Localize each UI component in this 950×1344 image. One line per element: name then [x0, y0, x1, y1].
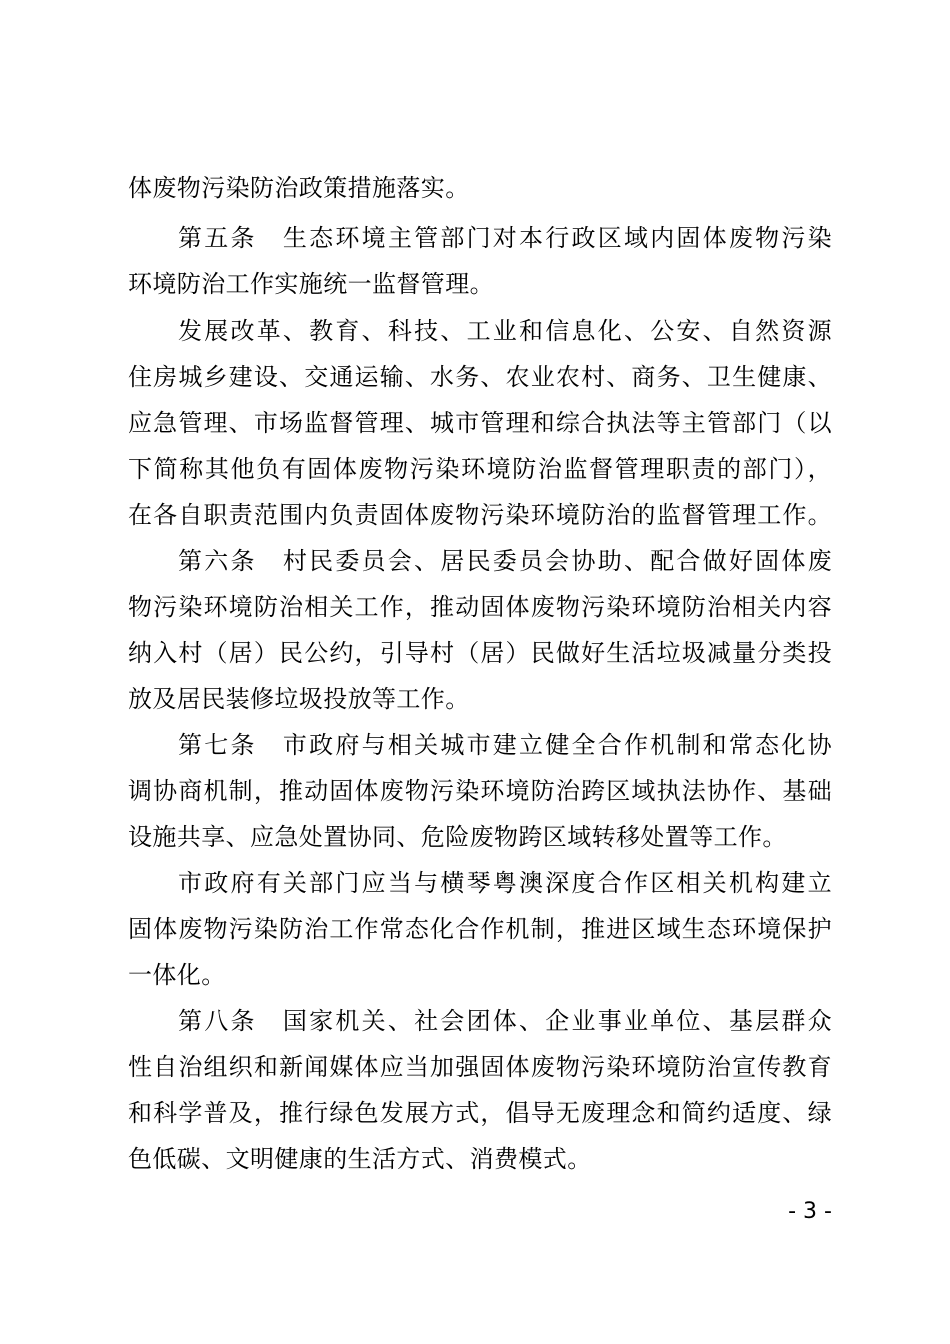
text-line: 调协商机制，推动固体废物污染环境防治跨区域执法协作、基础 — [128, 777, 832, 805]
text-line: 在各自职责范围内负责固体废物污染环境防治的监督管理工作。 — [128, 501, 832, 529]
text-line: 下简称其他负有固体废物污染环境防治监督管理职责的部门）， — [128, 455, 832, 483]
text-line: 一体化。 — [128, 961, 226, 989]
page-number: - 3 - — [788, 1199, 832, 1224]
text-line: 体废物污染防治政策措施落实。 — [128, 174, 470, 202]
article-8-heading-line: 第八条 国家机关、社会团体、企业事业单位、基层群众 — [178, 1007, 832, 1035]
paragraph-start-line: 发展改革、教育、科技、工业和信息化、公安、自然资源 — [178, 317, 832, 345]
article-6-heading-line: 第六条 村民委员会、居民委员会协助、配合做好固体废 — [178, 547, 832, 575]
text-line: 和科学普及，推行绿色发展方式，倡导无废理念和简约适度、绿 — [128, 1099, 832, 1127]
text-line: 设施共享、应急处置协同、危险废物跨区域转移处置等工作。 — [128, 823, 787, 851]
text-line: 住房城乡建设、交通运输、水务、农业农村、商务、卫生健康、 — [128, 363, 832, 391]
article-5-heading-line: 第五条 生态环境主管部门对本行政区域内固体废物污染 — [178, 224, 832, 252]
text-line: 色低碳、文明健康的生活方式、消费模式。 — [128, 1145, 592, 1173]
text-line: 固体废物污染防治工作常态化合作机制，推进区域生态环境保护 — [128, 915, 832, 943]
article-7-heading-line: 第七条 市政府与相关城市建立健全合作机制和常态化协 — [178, 731, 832, 759]
text-line: 性自治组织和新闻媒体应当加强固体废物污染环境防治宣传教育 — [128, 1053, 832, 1081]
text-line: 物污染环境防治相关工作，推动固体废物污染环境防治相关内容 — [128, 593, 832, 621]
text-line: 放及居民装修垃圾投放等工作。 — [128, 685, 470, 713]
text-line: 纳入村（居）民公约，引导村（居）民做好生活垃圾减量分类投 — [128, 639, 832, 667]
paragraph-start-line: 市政府有关部门应当与横琴粤澳深度合作区相关机构建立 — [178, 869, 832, 897]
text-line: 应急管理、市场监督管理、城市管理和综合执法等主管部门（以 — [128, 409, 832, 437]
text-line: 环境防治工作实施统一监督管理。 — [128, 270, 494, 298]
